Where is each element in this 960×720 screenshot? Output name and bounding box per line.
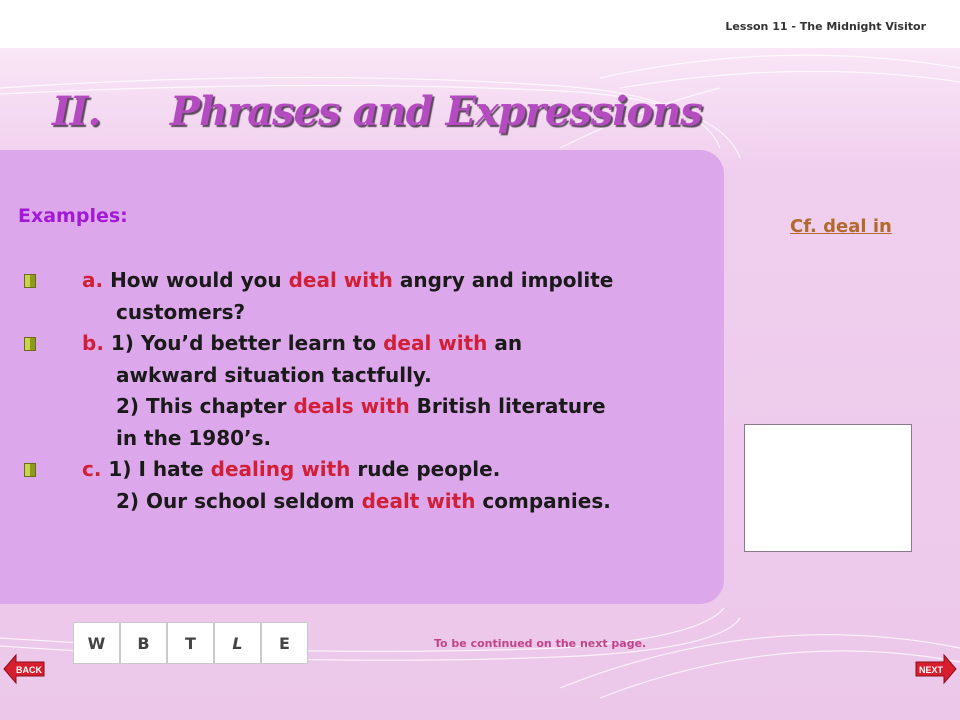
example-item <box>20 265 720 328</box>
example-text: 2) This chapter <box>116 394 294 418</box>
example-text: 1) You’d better learn to <box>110 331 384 355</box>
highlight-phrase: dealt with <box>361 488 476 513</box>
next-label: NEXT <box>918 665 944 675</box>
heading-number: II. <box>52 88 101 135</box>
examples-label: Examples: <box>18 205 128 227</box>
highlight-phrase: deal with <box>288 268 393 292</box>
nav-b-button[interactable]: B <box>120 622 167 664</box>
heading-title: Phrases and Expressions <box>170 88 702 135</box>
example-text: How would you <box>110 268 289 292</box>
nav-bar <box>73 622 308 664</box>
example-line <box>20 454 720 486</box>
highlight-phrase: deal with <box>383 331 488 355</box>
highlight-phrase: dealing with <box>210 457 351 481</box>
nav-e-button[interactable]: E <box>261 622 308 664</box>
example-text: an <box>487 331 523 355</box>
example-line <box>20 360 720 392</box>
highlight-phrase: deals with <box>293 394 410 418</box>
example-line <box>20 297 720 329</box>
page-heading <box>52 88 702 135</box>
highlight-phrase: c. <box>82 457 109 481</box>
example-line <box>20 423 720 455</box>
highlight-phrase: a. <box>82 268 111 292</box>
example-item <box>20 328 720 454</box>
next-button[interactable] <box>914 652 958 686</box>
example-item <box>20 454 720 517</box>
example-line <box>20 486 720 518</box>
example-text: companies. <box>475 488 611 513</box>
nav-t-button[interactable]: T <box>167 622 214 664</box>
example-text: 2) Our school seldom <box>116 488 362 513</box>
example-line <box>20 391 720 423</box>
example-text: customers? <box>116 299 246 324</box>
blank-image-box <box>744 424 912 552</box>
cf-deal-in-link[interactable]: Cf. deal in <box>790 216 892 237</box>
back-button[interactable] <box>2 652 46 686</box>
back-label: BACK <box>16 665 42 675</box>
top-bar <box>0 0 960 48</box>
lesson-title: Lesson 11 - The Midnight Visitor <box>725 20 926 33</box>
example-text: in the 1980’s. <box>116 425 272 450</box>
example-text: 1) I hate <box>108 457 211 481</box>
example-text: awkward situation tactfully. <box>116 362 432 387</box>
continued-note: To be continued on the next page. <box>434 637 647 650</box>
example-line <box>20 265 720 297</box>
nav-w-button[interactable]: W <box>73 622 120 664</box>
nav-l-button[interactable]: L <box>214 622 261 664</box>
example-line <box>20 328 720 360</box>
example-text: British literature <box>409 394 606 418</box>
highlight-phrase: b. <box>82 331 111 355</box>
example-text: angry and impolite <box>392 268 614 292</box>
example-text: rude people. <box>350 457 501 481</box>
